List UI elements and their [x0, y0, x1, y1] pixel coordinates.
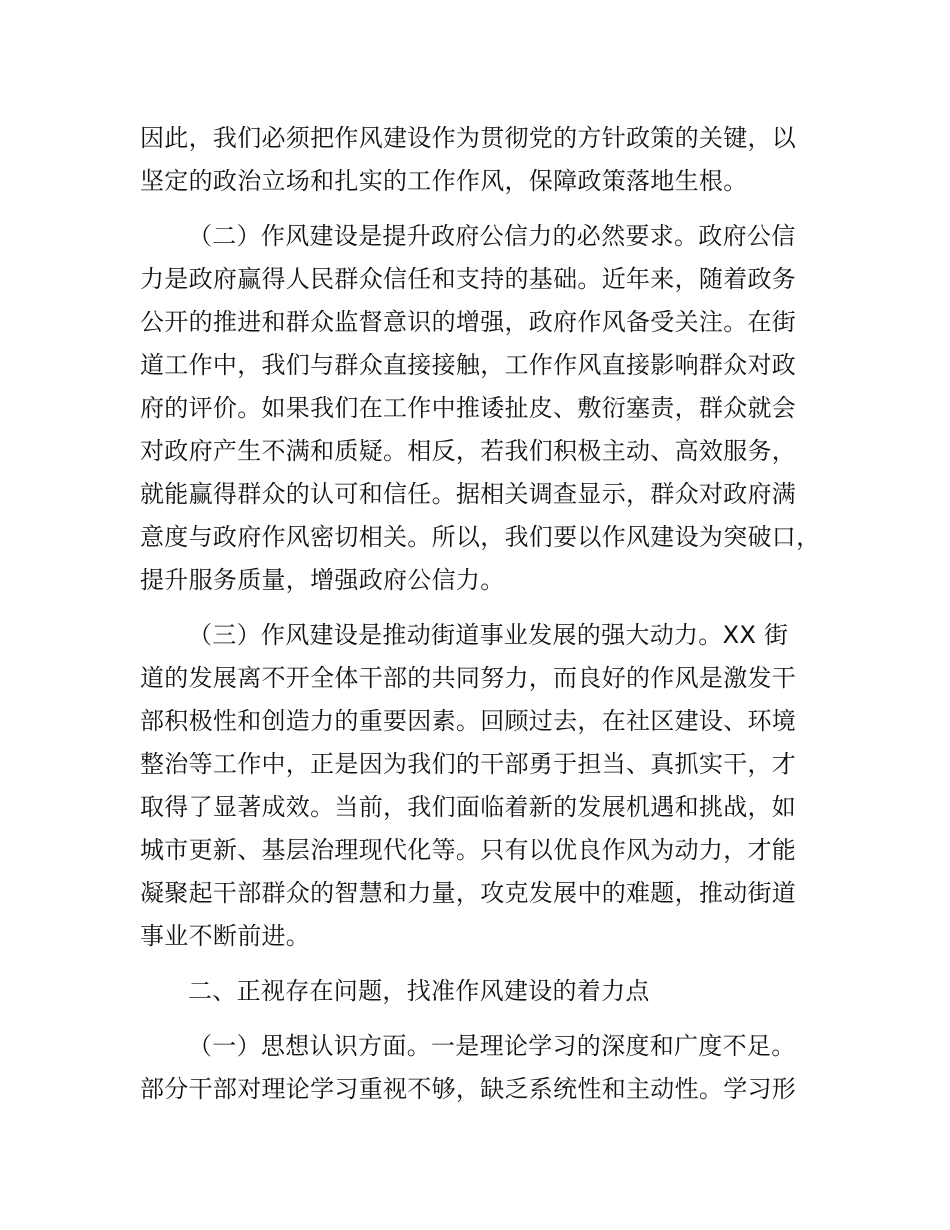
text-line: 坚定的政治立场和扎实的工作作风，保障政策落地生根。 [140, 167, 748, 195]
text-line: 提升服务质量，增强政府公信力。 [140, 566, 505, 594]
text-line: 力是政府赢得人民群众信任和支持的基础。近年来，随着政务 [140, 265, 797, 293]
paragraph-heading-line: （三）作风建设是推动街道事业发展的强大动力。XX 街 [188, 621, 789, 649]
text-line: 因此，我们必须把作风建设作为贯彻党的方针政策的关键，以 [140, 124, 797, 152]
text-line: 事业不断前进。 [140, 922, 311, 950]
text-line: 意度与政府作风密切相关。所以，我们要以作风建设为突破口， [140, 523, 821, 551]
text-line: 公开的推进和群众监督意识的增强，政府作风备受关注。在街 [140, 308, 797, 336]
text-line: 就能赢得群众的认可和信任。据相关调查显示，群众对政府满 [140, 480, 797, 508]
section-heading: 二、正视存在问题，找准作风建设的着力点 [188, 977, 650, 1005]
text-line: 部积极性和创造力的重要因素。回顾过去，在社区建设、环境 [140, 707, 797, 735]
text-line: 取得了显著成效。当前，我们面临着新的发展机遇和挑战，如 [140, 793, 797, 821]
text-line: 部分干部对理论学习重视不够，缺乏系统性和主动性。学习形 [140, 1075, 797, 1103]
text-line: 凝聚起干部群众的智慧和力量，攻克发展中的难题，推动街道 [140, 879, 797, 907]
text-line: 城市更新、基层治理现代化等。只有以优良作风为动力，才能 [140, 836, 797, 864]
paragraph-heading-line: （一）思想认识方面。一是理论学习的深度和广度不足。 [188, 1032, 796, 1060]
text-line: 对政府产生不满和质疑。相反，若我们积极主动、高效服务， [140, 437, 797, 465]
text-line: 道工作中，我们与群众直接接触，工作作风直接影响群众对政 [140, 351, 797, 379]
paragraph-heading-line: （二）作风建设是提升政府公信力的必然要求。政府公信 [188, 222, 796, 250]
text-line: 府的评价。如果我们在工作中推诿扯皮、敷衍塞责，群众就会 [140, 394, 797, 422]
text-line: 整治等工作中，正是因为我们的干部勇于担当、真抓实干，才 [140, 750, 797, 778]
text-line: 道的发展离不开全体干部的共同努力，而良好的作风是激发干 [140, 664, 797, 692]
